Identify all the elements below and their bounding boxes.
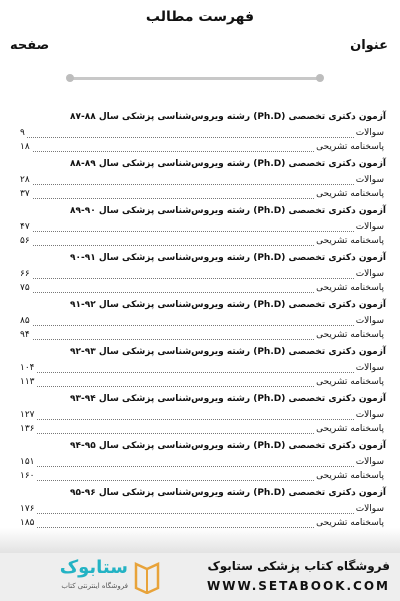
toc-entry[interactable]	[20, 269, 384, 283]
toc-section	[0, 253, 400, 300]
divider-dot-left	[66, 74, 74, 82]
toc-entry[interactable]	[20, 283, 384, 297]
toc-section	[0, 300, 400, 347]
divider-dot-right	[316, 74, 324, 82]
toc-entry-label: سوالات	[355, 457, 384, 467]
toc-entry-page: ۹	[20, 128, 25, 138]
toc-entry-label: سوالات	[355, 316, 384, 326]
page-title: فهرست مطالب	[145, 9, 255, 25]
toc-entry[interactable]	[20, 236, 384, 250]
toc-entry-label: سوالات	[355, 410, 384, 420]
store-name: فروشگاه کتاب پزشکی ستابوک	[207, 559, 390, 573]
toc-section	[0, 206, 400, 253]
column-header-page: صفحه	[10, 38, 50, 53]
dot-leader	[20, 184, 384, 185]
toc-entry[interactable]	[20, 128, 384, 142]
toc-entry[interactable]	[20, 222, 384, 236]
logo-text: ستابوک	[59, 557, 128, 578]
toc-entry-page: ۴۷	[20, 222, 30, 232]
dot-leader	[20, 466, 384, 467]
toc-entry-page: ۸۵	[20, 316, 30, 326]
toc-entry-label: سوالات	[355, 175, 384, 185]
toc-entry-label: سوالات	[355, 363, 384, 373]
toc-entry[interactable]	[20, 316, 384, 330]
toc-entry-label: پاسخنامه تشریحی	[316, 377, 384, 387]
toc-entry[interactable]	[20, 175, 384, 189]
toc-entry-page: ۹۴	[20, 330, 30, 340]
toc-entry-page: ۵۶	[20, 236, 30, 246]
toc-section-title[interactable]: آزمون دکتری تخصصی (Ph.D) رشته ویروس‌شناسی پزشکی سال ۹۶-۹۵	[69, 488, 386, 498]
toc-entry-label: پاسخنامه تشریحی	[316, 330, 384, 340]
toc-entry-label: پاسخنامه تشریحی	[316, 424, 384, 434]
toc-entry-page: ۶۶	[20, 269, 30, 279]
toc-section-title[interactable]: آزمون دکتری تخصصی (Ph.D) رشته ویروس‌شناسی پزشکی سال ۹۱-۹۰	[69, 253, 386, 263]
toc-entry-label: سوالات	[355, 269, 384, 279]
header-divider	[70, 77, 322, 80]
dot-leader	[20, 513, 384, 514]
toc-section	[0, 159, 400, 206]
toc-section	[0, 112, 400, 159]
toc-entry-page: ۲۸	[20, 175, 30, 185]
dot-leader	[20, 278, 384, 279]
toc-entry[interactable]	[20, 471, 384, 485]
toc-entry-page: ۱۶۰	[20, 471, 35, 481]
toc-entry-page: ۱۰۴	[20, 363, 35, 373]
toc-entry-label: پاسخنامه تشریحی	[316, 236, 384, 246]
toc-entry-page: ۱۲۷	[20, 410, 35, 420]
toc-entry[interactable]	[20, 363, 384, 377]
dot-leader	[20, 325, 384, 326]
table-of-contents	[0, 112, 400, 535]
book-mark-icon	[134, 560, 160, 594]
toc-entry-page: ۱۸۵	[20, 518, 35, 528]
toc-entry-label: پاسخنامه تشریحی	[316, 471, 384, 481]
toc-section-title[interactable]: آزمون دکتری تخصصی (Ph.D) رشته ویروس‌شناسی پزشکی سال ۹۰-۸۹	[69, 206, 386, 216]
toc-entry[interactable]	[20, 504, 384, 518]
toc-entry[interactable]	[20, 330, 384, 344]
toc-entry-label: سوالات	[355, 222, 384, 232]
toc-entry-label: پاسخنامه تشریحی	[316, 142, 384, 152]
toc-section	[0, 441, 400, 488]
toc-section-title[interactable]: آزمون دکتری تخصصی (Ph.D) رشته ویروس‌شناسی پزشکی سال ۹۲-۹۱	[69, 300, 386, 310]
toc-section-title[interactable]: آزمون دکتری تخصصی (Ph.D) رشته ویروس‌شناسی پزشکی سال ۸۸-۸۷	[69, 112, 386, 122]
toc-entry[interactable]	[20, 424, 384, 438]
toc-section-title[interactable]: آزمون دکتری تخصصی (Ph.D) رشته ویروس‌شناسی پزشکی سال ۹۴-۹۳	[69, 394, 386, 404]
store-footer	[0, 553, 400, 601]
toc-entry-page: ۳۷	[20, 189, 30, 199]
dot-leader	[20, 419, 384, 420]
toc-entry-page: ۱۵۱	[20, 457, 35, 467]
toc-entry-label: سوالات	[355, 504, 384, 514]
toc-section	[0, 347, 400, 394]
toc-entry-page: ۱۱۳	[20, 377, 35, 387]
toc-entry-page: ۱۸	[20, 142, 30, 152]
toc-entry-label: پاسخنامه تشریحی	[316, 189, 384, 199]
column-header-title: عنوان	[350, 38, 388, 53]
toc-section-title[interactable]: آزمون دکتری تخصصی (Ph.D) رشته ویروس‌شناسی پزشکی سال ۹۳-۹۲	[69, 347, 386, 357]
toc-entry-label: پاسخنامه تشریحی	[316, 283, 384, 293]
toc-entry[interactable]	[20, 142, 384, 156]
dot-leader	[20, 231, 384, 232]
dot-leader	[20, 137, 384, 138]
toc-entry[interactable]	[20, 189, 384, 203]
footer-fade	[0, 528, 400, 554]
toc-entry[interactable]	[20, 410, 384, 424]
toc-entry-label: پاسخنامه تشریحی	[316, 518, 384, 528]
logo-subtitle: فروشگاه اینترنتی کتاب	[61, 582, 128, 590]
store-logo	[10, 557, 160, 597]
toc-entry[interactable]	[20, 377, 384, 391]
toc-entry-page: ۱۷۶	[20, 504, 35, 514]
toc-entry-page: ۷۵	[20, 283, 30, 293]
dot-leader	[20, 372, 384, 373]
toc-section-title[interactable]: آزمون دکتری تخصصی (Ph.D) رشته ویروس‌شناسی پزشکی سال ۹۵-۹۴	[69, 441, 386, 451]
toc-entry-page: ۱۳۶	[20, 424, 35, 434]
toc-entry-label: سوالات	[355, 128, 384, 138]
toc-entry[interactable]	[20, 457, 384, 471]
toc-section	[0, 394, 400, 441]
toc-section-title[interactable]: آزمون دکتری تخصصی (Ph.D) رشته ویروس‌شناسی پزشکی سال ۸۹-۸۸	[69, 159, 386, 169]
website-link[interactable]: WWW.SETABOOK.COM	[206, 579, 390, 593]
